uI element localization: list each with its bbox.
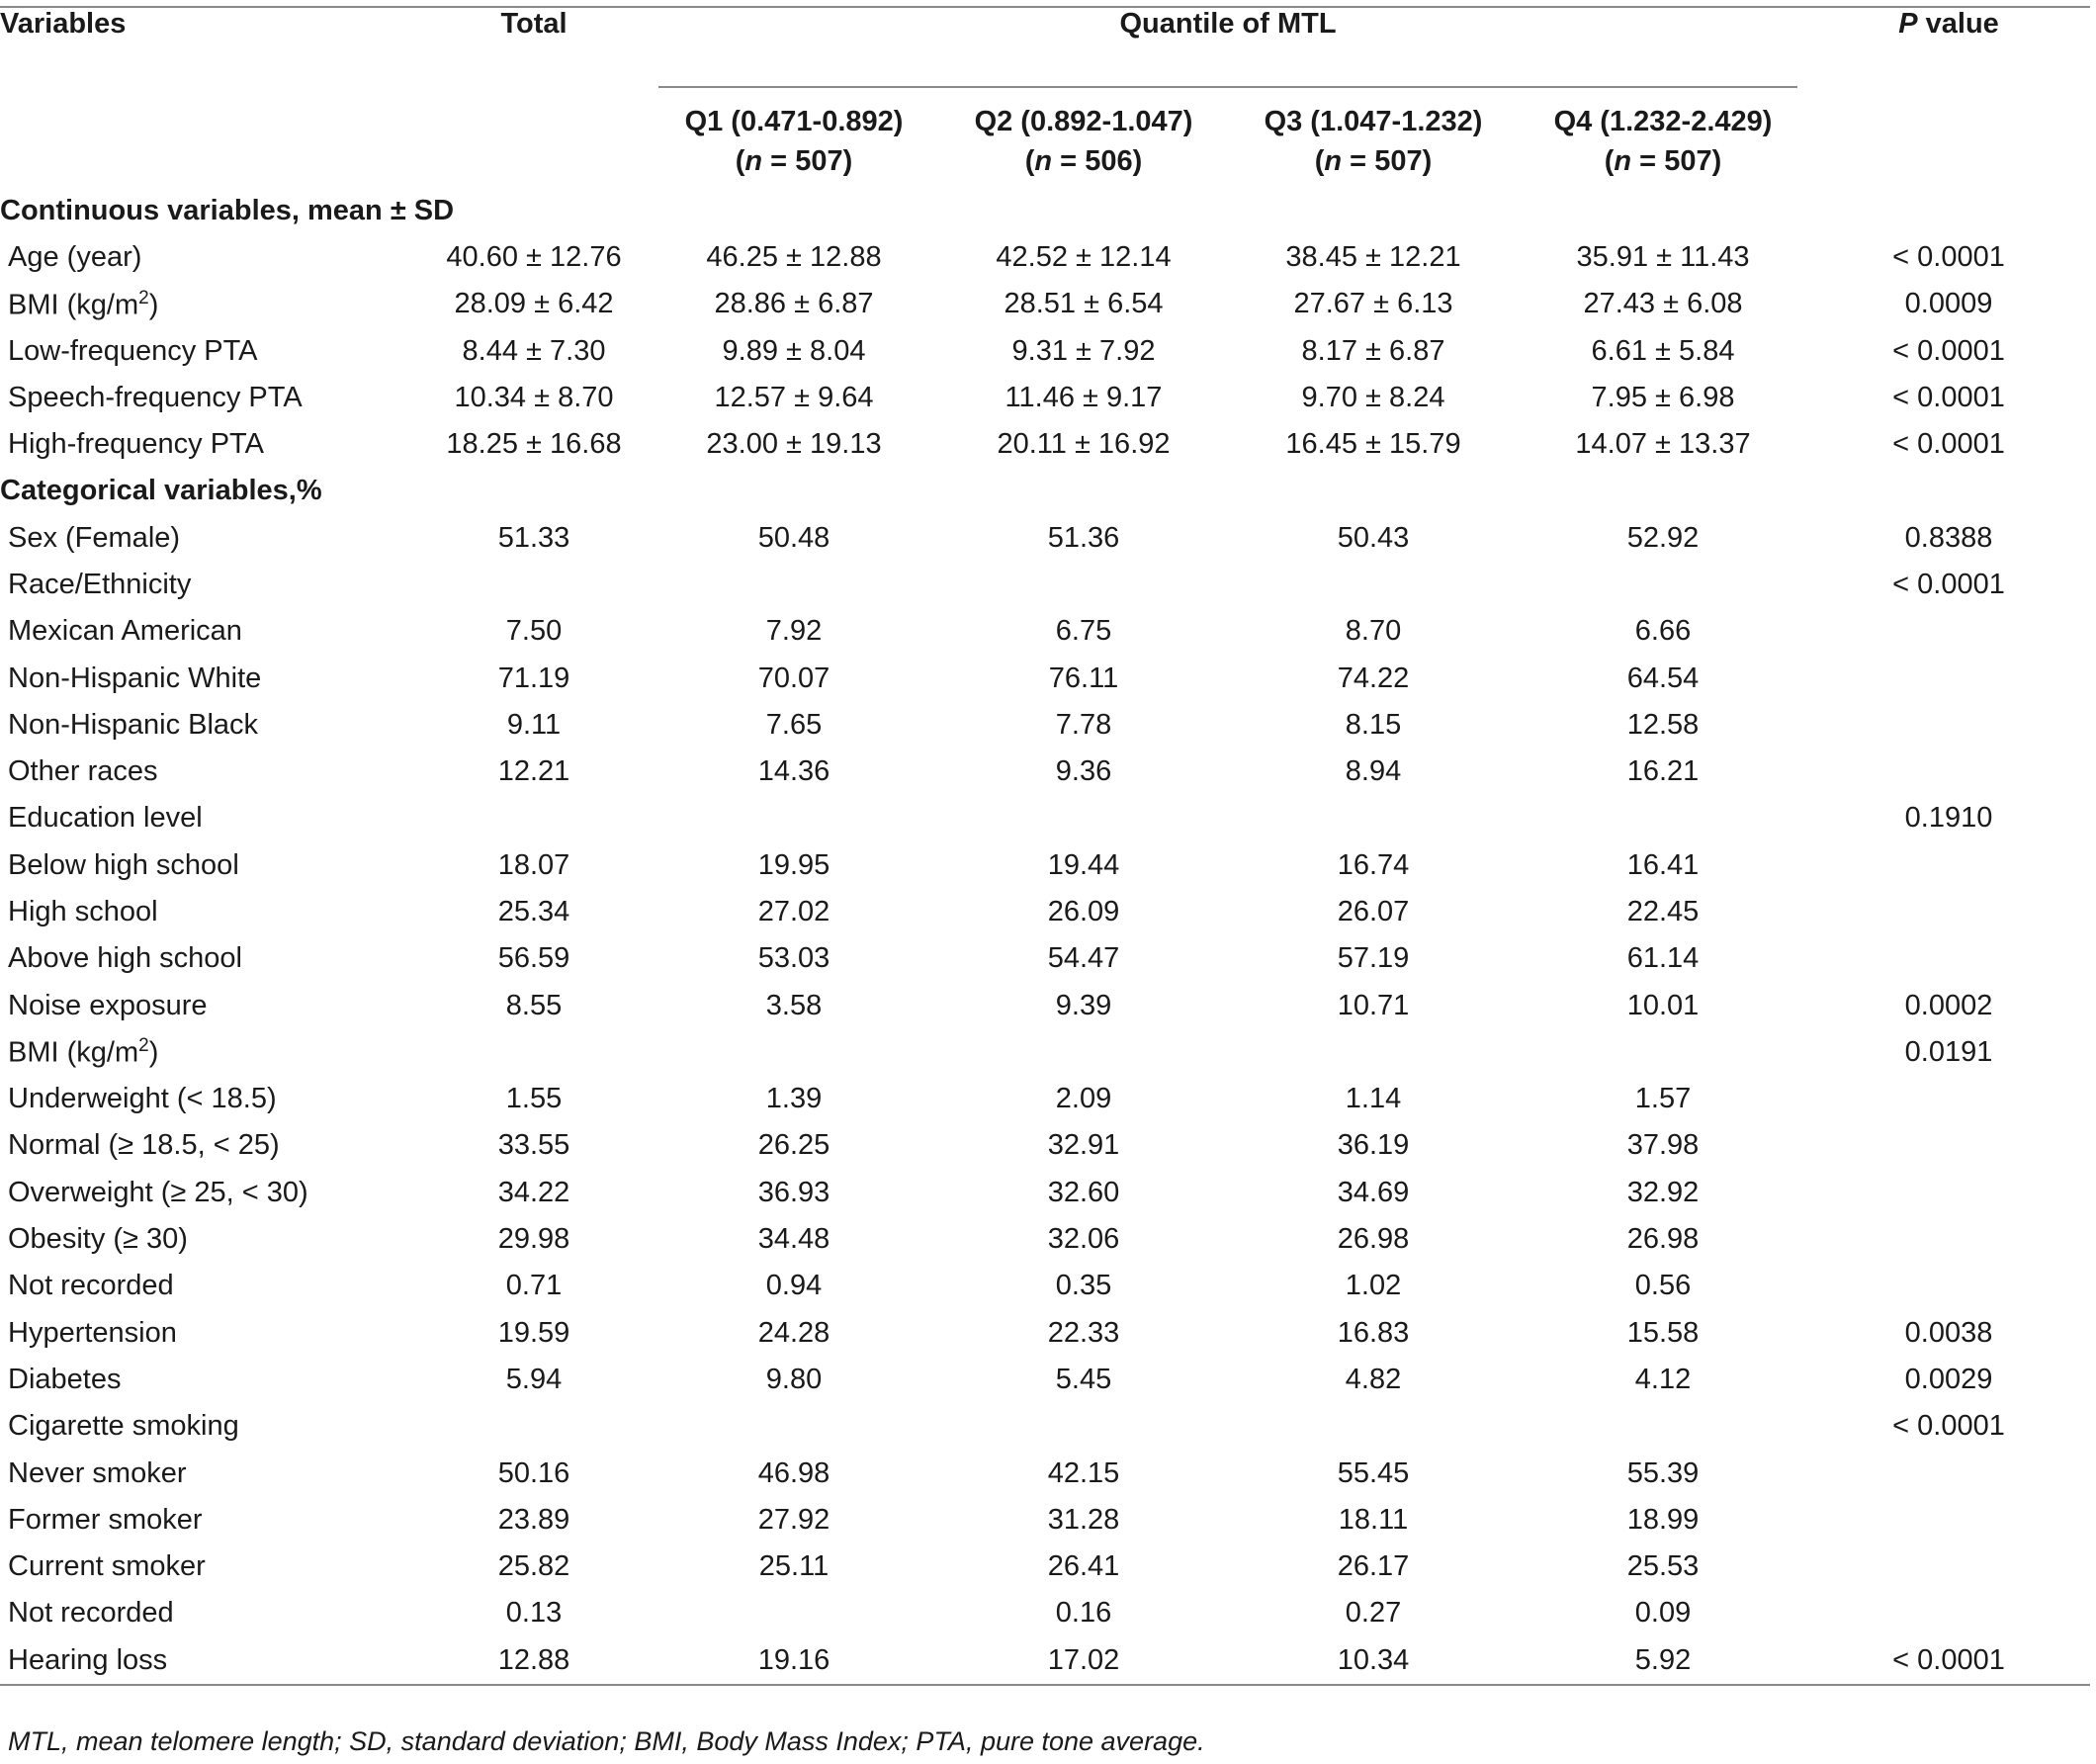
cell-total: 9.11 [506, 708, 562, 741]
row-label: Education level [8, 802, 203, 835]
cell-q4 [1519, 795, 1807, 841]
cell-q4: 22.45 [1626, 896, 1700, 927]
table-row [0, 749, 2090, 795]
table-row [0, 1216, 2090, 1263]
table-row [0, 234, 2090, 281]
cell-p: < 0.0001 [1892, 1410, 2005, 1443]
table-row [0, 1637, 2090, 1685]
cell-q2: 6.75 [1055, 615, 1112, 648]
cell-total: 10.34 ± 8.70 [454, 382, 614, 414]
row-label: Underweight (< 18.5) [8, 1083, 277, 1115]
cell-q4: 64.54 [1626, 662, 1700, 694]
cell-total: 25.34 [497, 896, 570, 927]
row-label: Mexican American [8, 615, 242, 648]
cell-q4: 0.09 [1634, 1597, 1692, 1630]
cell-q1: 24.28 [757, 1316, 830, 1349]
cell-q3: 1.02 [1345, 1270, 1402, 1302]
cell-q4: 25.53 [1626, 1550, 1700, 1583]
cell-q1 [649, 1029, 939, 1076]
cell-q2: 0.35 [1055, 1270, 1112, 1302]
row-label: Never smoker [8, 1456, 187, 1489]
cell-q4: 52.92 [1626, 521, 1700, 554]
cell-q3: 26.07 [1337, 896, 1410, 927]
row-label: Normal (≥ 18.5, < 25) [8, 1129, 280, 1162]
cell-q1: 7.65 [765, 708, 823, 741]
cell-q1 [649, 1403, 939, 1450]
cell-p [1807, 1122, 2090, 1169]
cell-q3: 0.27 [1345, 1597, 1402, 1630]
cell-q2: 32.60 [1047, 1176, 1120, 1208]
cell-p: 0.8388 [1904, 521, 1993, 554]
cell-q2: 51.36 [1047, 521, 1120, 554]
cell-p: < 0.0001 [1807, 1637, 2090, 1685]
cell-q2: 0.16 [1055, 1597, 1112, 1630]
cell-p [1807, 1263, 2090, 1309]
cell-total: 50.16 [497, 1456, 570, 1489]
row-label: Overweight (≥ 25, < 30) [8, 1176, 308, 1208]
cell-total: 1.55 [505, 1083, 563, 1115]
cell-q3: 57.19 [1337, 942, 1410, 975]
cell-total: 25.82 [497, 1550, 570, 1583]
cell-q4: 5.92 [1519, 1637, 1807, 1685]
table-row [0, 562, 2090, 608]
cell-p [1807, 1544, 2090, 1590]
cell-p: 0.0038 [1904, 1316, 1993, 1349]
cell-q2: 22.33 [1047, 1316, 1120, 1349]
cell-q1: 25.11 [758, 1550, 830, 1583]
cell-q4: 1.57 [1634, 1083, 1692, 1115]
cell-p: < 0.0001 [1892, 334, 2005, 367]
cell-q2 [939, 562, 1228, 608]
cell-total: 18.07 [497, 848, 570, 881]
row-label: BMI $(kg/m^2)$ [8, 287, 159, 321]
cell-q4: 10.01 [1626, 989, 1700, 1021]
cell-total: 40.60 ± 12.76 [446, 241, 622, 274]
cell-q4 [1519, 1029, 1807, 1076]
cell-q4: 0.56 [1634, 1270, 1692, 1302]
cell-q2: 32.06 [1047, 1223, 1120, 1256]
cell-p [1807, 1590, 2090, 1636]
cell-q2: 76.11 [1048, 662, 1119, 694]
cell-q4: 61.14 [1626, 942, 1700, 975]
cell-q3: 9.70 ± 8.24 [1301, 382, 1445, 414]
row-label: High school [8, 896, 158, 927]
cell-q3: 8.17 ± 6.87 [1301, 334, 1445, 367]
col-header-p-value [1807, 7, 2090, 79]
cell-q3: 38.45 ± 12.21 [1285, 241, 1461, 274]
cell-q1: 23.00 ± 19.13 [706, 428, 882, 461]
p-rest: value [1917, 8, 1999, 40]
cell-q3: 18.11 [1338, 1503, 1409, 1536]
cell-q3 [1228, 1403, 1519, 1450]
cell-q1: 36.93 [757, 1176, 830, 1208]
cell-q1: 46.25 ± 12.88 [706, 241, 882, 274]
table-row [0, 1357, 2090, 1403]
cell-q3: 10.34 [1228, 1637, 1519, 1685]
row-label: Current smoker [8, 1550, 206, 1583]
cell-p [1807, 1076, 2090, 1122]
cell-total [419, 1029, 649, 1076]
cell-q3: 8.70 [1345, 615, 1402, 648]
cell-q2: 2.09 [1055, 1083, 1112, 1115]
cell-q4: 14.07 ± 13.37 [1575, 428, 1751, 461]
row-label: Noise exposure [8, 989, 208, 1021]
cell-q3: 50.43 [1337, 521, 1410, 554]
section-title: Categorical variables,% [0, 475, 322, 507]
row-label: Non-Hispanic White [8, 662, 262, 694]
cell-q1 [649, 795, 939, 841]
cell-q3: 8.15 [1345, 708, 1402, 741]
cell-q3: 36.19 [1337, 1129, 1410, 1162]
cell-q4: 26.98 [1626, 1223, 1700, 1256]
cell-total: 5.94 [505, 1363, 563, 1395]
cell-q1: 7.92 [765, 615, 823, 648]
cell-p: 0.1910 [1904, 802, 1993, 835]
cell-total: 7.50 [505, 615, 563, 648]
quantile-group-label: Quantile of MTL [1119, 8, 1337, 40]
cell-total: 0.71 [505, 1270, 563, 1302]
cell-q2: 9.36 [1055, 755, 1112, 788]
cell-q2: 5.45 [1055, 1363, 1112, 1395]
cell-q2: 19.44 [1047, 848, 1120, 881]
cell-p [1807, 889, 2090, 935]
row-label: Age (year) [8, 241, 142, 274]
table-row [0, 1544, 2090, 1590]
cell-q4: 27.43 ± 6.08 [1583, 288, 1743, 320]
table-row [0, 514, 2090, 561]
cell-q3: 74.22 [1337, 662, 1410, 694]
cell-total: 8.44 ± 7.30 [462, 334, 606, 367]
cell-q2: 20.11 ± 16.92 [997, 428, 1171, 461]
cell-p [1807, 608, 2090, 655]
cell-q2: 9.31 ± 7.92 [1011, 334, 1156, 367]
table-row [0, 702, 2090, 749]
cell-p [1807, 655, 2090, 701]
cell-q3: 16.74 [1337, 848, 1410, 881]
cell-q1: 12.57 ± 9.64 [714, 382, 874, 414]
row-label: Speech-frequency PTA [8, 382, 303, 414]
cell-q2: 26.09 [1047, 896, 1120, 927]
cell-total: 34.22 [497, 1176, 570, 1208]
col-header-quantile [649, 7, 1807, 79]
cell-p: < 0.0001 [1892, 568, 2005, 600]
cell-q3 [1228, 795, 1519, 841]
cell-total: 33.55 [497, 1129, 570, 1162]
cell-total [419, 795, 649, 841]
cell-q4: 16.21 [1626, 755, 1700, 788]
cell-q4: 15.58 [1626, 1316, 1700, 1349]
cell-p: 0.0029 [1904, 1363, 1993, 1395]
cell-q1: 3.58 [765, 989, 823, 1021]
cell-q1: 28.86 ± 6.87 [714, 288, 874, 320]
row-label: Hypertension [8, 1316, 177, 1349]
cell-p [1807, 702, 2090, 749]
cell-p: < 0.0001 [1892, 241, 2005, 274]
table-row [0, 375, 2090, 421]
col-header-q4: Q4 (1.232-2.429) (n = 507) [1553, 106, 1773, 177]
cell-q1: 34.48 [757, 1223, 830, 1256]
row-label: High-frequency PTA [8, 428, 264, 461]
cell-total: 8.55 [505, 989, 563, 1021]
table-row [0, 1497, 2090, 1544]
cell-p: 0.0009 [1904, 288, 1993, 320]
row-label: Cigarette smoking [8, 1410, 239, 1443]
cell-q1: 1.39 [765, 1083, 823, 1115]
cell-q2: 32.91 [1047, 1129, 1120, 1162]
cell-q3: 1.14 [1345, 1083, 1402, 1115]
row-label: Not recorded [8, 1597, 174, 1630]
cell-q1: 0.94 [765, 1270, 823, 1302]
cell-q3 [1228, 1029, 1519, 1076]
cell-total: 28.09 ± 6.42 [454, 288, 614, 320]
table-row [0, 1170, 2090, 1216]
cell-p [1807, 1497, 2090, 1544]
table-footnote: MTL, mean telomere length; SD, standard deviation; BMI, Body Mass Index; PTA, pure tone average. [8, 1726, 1205, 1756]
cell-q3 [1228, 562, 1519, 608]
table-row [0, 1076, 2090, 1122]
row-label: Other races [8, 755, 158, 788]
cell-q2: 26.41 [1047, 1550, 1120, 1583]
col-header-variables: Variables [0, 7, 419, 79]
cell-q1: 19.16 [649, 1637, 939, 1685]
cell-q2: 28.51 ± 6.54 [1004, 288, 1164, 320]
cell-total [419, 562, 649, 608]
cell-q4: 18.99 [1626, 1503, 1700, 1536]
cell-q2 [939, 795, 1228, 841]
cell-q1: 50.48 [757, 521, 830, 554]
cell-q4: 55.39 [1626, 1456, 1700, 1489]
cell-p [1807, 842, 2090, 889]
table-row [0, 1590, 2090, 1636]
table-row [0, 982, 2090, 1028]
cell-q4: 12.58 [1626, 708, 1700, 741]
table-row [0, 281, 2090, 327]
cell-total: 71.19 [497, 662, 570, 694]
table-row [0, 655, 2090, 701]
section-title: Continuous variables, mean ± SD [0, 195, 455, 226]
cell-q3: 26.98 [1337, 1223, 1410, 1256]
cell-q3: 8.94 [1345, 755, 1402, 788]
cell-q4: 4.12 [1634, 1363, 1692, 1395]
p-italic: P [1898, 8, 1918, 40]
cell-p [1807, 1450, 2090, 1496]
cell-q4: 7.95 ± 6.98 [1591, 382, 1735, 414]
table-row [0, 795, 2090, 841]
cell-q3: 27.67 ± 6.13 [1293, 288, 1453, 320]
cell-q1: 26.25 [757, 1129, 830, 1162]
table-row [0, 1029, 2090, 1076]
col-header-q3: Q3 (1.047-1.232) (n = 507) [1264, 106, 1483, 177]
cell-q2: 7.78 [1055, 708, 1112, 741]
cell-q4: 6.61 ± 5.84 [1591, 334, 1735, 367]
cell-p: 0.0191 [1904, 1035, 1993, 1068]
cell-q1: 19.95 [757, 848, 830, 881]
table-row [0, 1450, 2090, 1496]
cell-q1: 70.07 [757, 662, 830, 694]
cell-q4: 6.66 [1634, 615, 1692, 648]
row-label: BMI $(kg/m^2)$ [8, 1035, 159, 1069]
header-row-quartiles [0, 79, 2090, 188]
cell-q3: 4.82 [1345, 1363, 1402, 1395]
row-label: Hearing loss [0, 1637, 419, 1685]
row-label: Non-Hispanic Black [8, 708, 259, 741]
cell-total: 19.59 [497, 1316, 570, 1349]
table-row [0, 1403, 2090, 1450]
cell-q1: 46.98 [757, 1456, 830, 1489]
cell-q2: 42.15 [1047, 1456, 1120, 1489]
cell-q2: 9.39 [1055, 989, 1112, 1021]
cell-total: 12.21 [497, 755, 570, 788]
cell-total: 0.13 [505, 1597, 563, 1630]
cell-q1: 9.80 [765, 1363, 823, 1395]
cell-q1: 9.89 ± 8.04 [722, 334, 866, 367]
cell-q1: 53.03 [757, 942, 830, 975]
cell-q2: 54.47 [1047, 942, 1120, 975]
cell-q4 [1519, 562, 1807, 608]
cell-q3: 10.71 [1337, 989, 1410, 1021]
cell-q4: 37.98 [1626, 1129, 1700, 1162]
table-row [0, 1310, 2090, 1357]
table-row [0, 1263, 2090, 1309]
cell-q3: 16.45 ± 15.79 [1285, 428, 1461, 461]
cell-q2: 31.28 [1047, 1503, 1120, 1536]
cell-total [419, 1403, 649, 1450]
cell-q1: 14.36 [757, 755, 830, 788]
table-row [0, 889, 2090, 935]
cell-q2: 42.52 ± 12.14 [996, 241, 1172, 274]
row-label: Former smoker [8, 1503, 203, 1536]
table-row [0, 328, 2090, 375]
cell-p [1807, 1170, 2090, 1216]
cell-q2 [939, 1029, 1228, 1076]
header-row-top [0, 7, 2090, 79]
cell-p [1807, 1216, 2090, 1263]
table-row [0, 608, 2090, 655]
baseline-characteristics-table [0, 6, 2090, 1686]
cell-q2 [939, 1403, 1228, 1450]
table-row [0, 1122, 2090, 1169]
col-header-q2: Q2 (0.892-1.047) (n = 506) [974, 106, 1193, 177]
cell-q3: 34.69 [1337, 1176, 1410, 1208]
cell-total: 23.89 [497, 1503, 570, 1536]
table-row [0, 842, 2090, 889]
table-row [0, 421, 2090, 468]
cell-q4: 16.41 [1626, 848, 1700, 881]
col-header-total: Total [419, 7, 649, 79]
cell-p [1807, 935, 2090, 982]
cell-total: 51.33 [497, 521, 570, 554]
cell-total: 56.59 [497, 942, 570, 975]
cell-q4: 35.91 ± 11.43 [1576, 241, 1750, 274]
cell-total: 29.98 [497, 1223, 570, 1256]
row-label: Diabetes [8, 1363, 122, 1395]
cell-q4 [1519, 1403, 1807, 1450]
row-label: Below high school [8, 848, 239, 881]
cell-total: 12.88 [419, 1637, 649, 1685]
row-label: Race/Ethnicity [8, 568, 192, 600]
cell-q4: 32.92 [1626, 1176, 1700, 1208]
table-body [0, 188, 2090, 1685]
cell-q1: 27.02 [757, 896, 830, 927]
cell-p: < 0.0001 [1892, 382, 2005, 414]
col-header-q1: Q1 (0.471-0.892) (n = 507) [684, 106, 904, 177]
section-categorical [0, 468, 2090, 514]
cell-q1 [649, 1590, 939, 1636]
cell-p: < 0.0001 [1892, 428, 2005, 461]
row-label: Obesity (≥ 30) [8, 1223, 188, 1256]
cell-p: 0.0002 [1904, 989, 1993, 1021]
cell-q1: 27.92 [757, 1503, 830, 1536]
row-label: Sex (Female) [8, 521, 181, 554]
cell-q3: 26.17 [1337, 1550, 1410, 1583]
section-continuous [0, 188, 2090, 234]
cell-total: 18.25 ± 16.68 [446, 428, 622, 461]
cell-q3: 16.83 [1337, 1316, 1410, 1349]
row-label: Above high school [8, 942, 242, 975]
table-row [0, 935, 2090, 982]
cell-q3: 55.45 [1337, 1456, 1410, 1489]
row-label: Low-frequency PTA [8, 334, 258, 367]
cell-q2: 11.46 ± 9.17 [1004, 382, 1163, 414]
cell-q1 [649, 562, 939, 608]
cell-q2: 17.02 [939, 1637, 1228, 1685]
cell-p [1807, 749, 2090, 795]
row-label: Not recorded [8, 1270, 174, 1302]
